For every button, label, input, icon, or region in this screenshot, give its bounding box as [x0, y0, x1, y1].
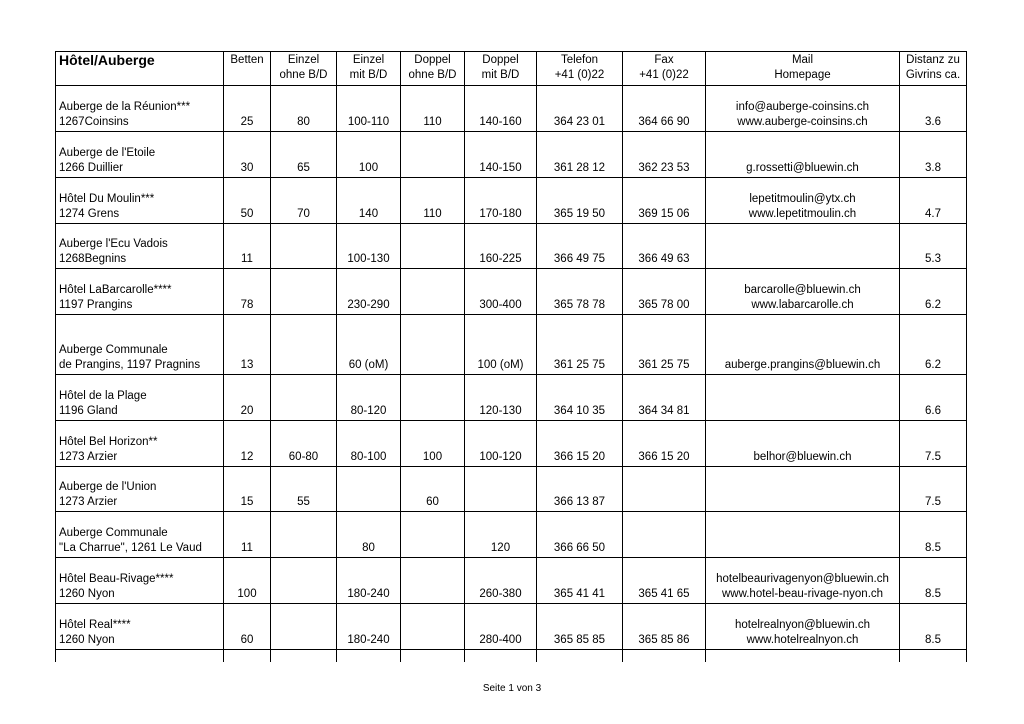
- homepage: g.rossetti@bluewin.ch: [746, 162, 859, 174]
- einzel-ohne-cell: 65: [271, 132, 337, 178]
- doppel-mit-cell: 120: [465, 512, 537, 558]
- einzel-mit-cell: 60 (oM): [337, 315, 401, 375]
- doppel-ohne-cell: [401, 512, 465, 558]
- telefon-cell: 361 25 75: [537, 315, 623, 375]
- hotel-address: 1267Coinsins: [59, 116, 129, 128]
- doppel-mit-cell: 100-120: [465, 421, 537, 467]
- betten-cell: 60: [224, 604, 271, 650]
- doppel-mit-cell: 140-150: [465, 132, 537, 178]
- hotel-address: 1197 Prangins: [59, 299, 133, 311]
- betten-cell: 30: [224, 132, 271, 178]
- telefon-cell: 366 13 87: [537, 467, 623, 512]
- table-row: [56, 224, 967, 269]
- einzel-ohne-cell: 60-80: [271, 421, 337, 467]
- telefon-cell: 366 15 20: [537, 421, 623, 467]
- doppel-ohne-cell: 110: [401, 178, 465, 224]
- mail-cell: [706, 558, 900, 604]
- page-footer: Seite 1 von 3: [482, 683, 542, 694]
- hotel-address: 1274 Grens: [59, 208, 120, 220]
- doppel-ohne-cell: 60: [401, 467, 465, 512]
- betten-cell: 11: [224, 512, 271, 558]
- telefon-cell: 361 28 12: [537, 132, 623, 178]
- betten-cell: 12: [224, 421, 271, 467]
- distanz-cell: 7.5: [900, 467, 967, 512]
- empty-cell: [401, 650, 465, 663]
- mail-cell: [706, 604, 900, 650]
- mail-address: lepetitmoulin@ytx.ch: [749, 193, 856, 205]
- hotel-name: Hôtel Beau-Rivage****: [59, 573, 174, 585]
- doppel-ohne-cell: [401, 604, 465, 650]
- empty-cell: [56, 650, 224, 663]
- mail-cell: [706, 375, 900, 421]
- fax-cell: 366 49 63: [623, 224, 706, 269]
- table-row: [56, 467, 967, 512]
- homepage: belhor@bluewin.ch: [753, 451, 852, 463]
- doppel-mit-cell: 170-180: [465, 178, 537, 224]
- mail-cell: [706, 178, 900, 224]
- homepage: auberge.prangins@bluewin.ch: [724, 359, 881, 371]
- einzel-mit-cell: [337, 467, 401, 512]
- empty-cell: [623, 650, 706, 663]
- einzel-ohne-cell: [271, 269, 337, 315]
- table-row: [56, 178, 967, 224]
- telefon-cell: 366 66 50: [537, 512, 623, 558]
- column-header-doppel-mit: Doppel mit B/D: [465, 52, 537, 86]
- distanz-cell: 8.5: [900, 604, 967, 650]
- telefon-cell: 365 19 50: [537, 178, 623, 224]
- column-header-doppel-ohne: Doppel ohne B/D: [401, 52, 465, 86]
- betten-cell: 20: [224, 375, 271, 421]
- table-row: [56, 604, 967, 650]
- betten-cell: 15: [224, 467, 271, 512]
- table-row: [56, 375, 967, 421]
- hotel-name: Hôtel LaBarcarolle****: [59, 284, 172, 296]
- doppel-ohne-cell: [401, 224, 465, 269]
- hotel-address: "La Charrue", 1261 Le Vaud: [59, 542, 202, 554]
- mail-address: info@auberge-coinsins.ch: [735, 101, 870, 113]
- distanz-cell: 8.5: [900, 558, 967, 604]
- einzel-ohne-cell: 70: [271, 178, 337, 224]
- column-header-fax: Fax +41 (0)22: [623, 52, 706, 86]
- hotel-address: 1266 Duillier: [59, 162, 123, 174]
- mail-cell: [706, 269, 900, 315]
- fax-cell: 365 85 86: [623, 604, 706, 650]
- einzel-ohne-cell: [271, 604, 337, 650]
- hotel-address: 1196 Gland: [59, 405, 118, 417]
- table-row: [56, 132, 967, 178]
- empty-cell: [900, 650, 967, 663]
- table-row: [56, 421, 967, 467]
- empty-cell: [537, 650, 623, 663]
- distanz-cell: 8.5: [900, 512, 967, 558]
- table-row: [56, 512, 967, 558]
- fax-cell: 369 15 06: [623, 178, 706, 224]
- hotel-name-cell: [56, 421, 224, 467]
- hotel-name-cell: [56, 132, 224, 178]
- einzel-mit-cell: 100-130: [337, 224, 401, 269]
- telefon-cell: 365 85 85: [537, 604, 623, 650]
- hotel-address: de Prangins, 1197 Pragnins: [59, 359, 201, 371]
- einzel-mit-cell: 180-240: [337, 604, 401, 650]
- hotel-name-cell: [56, 467, 224, 512]
- einzel-mit-cell: 100: [337, 132, 401, 178]
- distanz-cell: 4.7: [900, 178, 967, 224]
- homepage: www.hotelrealnyon.ch: [746, 634, 859, 646]
- empty-cell: [465, 650, 537, 663]
- betten-cell: 50: [224, 178, 271, 224]
- mail-cell: [706, 224, 900, 269]
- column-header-einzel-mit: Einzel mit B/D: [337, 52, 401, 86]
- einzel-mit-cell: 180-240: [337, 558, 401, 604]
- hotel-name-cell: [56, 178, 224, 224]
- hotel-name-cell: [56, 315, 224, 375]
- doppel-ohne-cell: 100: [401, 421, 465, 467]
- doppel-mit-cell: 140-160: [465, 86, 537, 132]
- hotel-address: 1273 Arzier: [59, 496, 118, 508]
- distanz-cell: 6.6: [900, 375, 967, 421]
- einzel-mit-cell: 80-100: [337, 421, 401, 467]
- table-header-row: [56, 52, 967, 86]
- distanz-cell: 5.3: [900, 224, 967, 269]
- doppel-ohne-cell: [401, 315, 465, 375]
- telefon-cell: 364 23 01: [537, 86, 623, 132]
- hotel-name: Auberge de l'Union: [59, 481, 157, 493]
- telefon-cell: 365 41 41: [537, 558, 623, 604]
- hotel-address: 1273 Arzier: [59, 451, 118, 463]
- distanz-cell: 3.6: [900, 86, 967, 132]
- column-header-hotel: Hôtel/Auberge: [56, 52, 224, 86]
- mail-cell: [706, 512, 900, 558]
- einzel-mit-cell: 140: [337, 178, 401, 224]
- table-row: [56, 269, 967, 315]
- empty-cell: [706, 650, 900, 663]
- hotel-name-cell: [56, 224, 224, 269]
- homepage: www.lepetitmoulin.ch: [748, 208, 857, 220]
- hotel-name: Hôtel de la Plage: [59, 390, 147, 402]
- hotel-address: 1260 Nyon: [59, 588, 115, 600]
- hotel-name-cell: [56, 269, 224, 315]
- doppel-ohne-cell: 110: [401, 86, 465, 132]
- column-header-telefon: Telefon +41 (0)22: [537, 52, 623, 86]
- distanz-cell: 6.2: [900, 269, 967, 315]
- fax-cell: 365 41 65: [623, 558, 706, 604]
- hotel-name: Hôtel Bel Horizon**: [59, 436, 158, 448]
- table-row: [56, 315, 967, 375]
- betten-cell: 11: [224, 224, 271, 269]
- distanz-cell: 7.5: [900, 421, 967, 467]
- einzel-mit-cell: 100-110: [337, 86, 401, 132]
- einzel-ohne-cell: [271, 315, 337, 375]
- hotel-name-cell: [56, 86, 224, 132]
- empty-cell: [271, 650, 337, 663]
- hotel-table: [55, 51, 967, 662]
- einzel-mit-cell: 230-290: [337, 269, 401, 315]
- fax-cell: 366 15 20: [623, 421, 706, 467]
- hotel-name-cell: [56, 512, 224, 558]
- fax-cell: 364 34 81: [623, 375, 706, 421]
- betten-cell: 100: [224, 558, 271, 604]
- einzel-ohne-cell: [271, 512, 337, 558]
- doppel-mit-cell: 280-400: [465, 604, 537, 650]
- column-header-betten: Betten: [224, 52, 271, 86]
- einzel-ohne-cell: [271, 558, 337, 604]
- column-header-mail: Mail Homepage: [706, 52, 900, 86]
- hotel-name-cell: [56, 558, 224, 604]
- distanz-cell: 3.8: [900, 132, 967, 178]
- mail-cell: [706, 86, 900, 132]
- hotel-name-cell: [56, 604, 224, 650]
- doppel-mit-cell: 260-380: [465, 558, 537, 604]
- fax-cell: 362 23 53: [623, 132, 706, 178]
- column-header-einzel-ohne: Einzel ohne B/D: [271, 52, 337, 86]
- telefon-cell: 365 78 78: [537, 269, 623, 315]
- mail-address: barcarolle@bluewin.ch: [744, 284, 861, 296]
- betten-cell: 78: [224, 269, 271, 315]
- empty-cell: [337, 650, 401, 663]
- hotel-name: Auberge de la Réunion***: [59, 101, 191, 113]
- einzel-ohne-cell: 55: [271, 467, 337, 512]
- telefon-cell: 366 49 75: [537, 224, 623, 269]
- mail-cell: [706, 132, 900, 178]
- fax-cell: 364 66 90: [623, 86, 706, 132]
- doppel-ohne-cell: [401, 269, 465, 315]
- mail-address: hotelrealnyon@bluewin.ch: [734, 619, 871, 631]
- einzel-ohne-cell: [271, 224, 337, 269]
- betten-cell: 13: [224, 315, 271, 375]
- telefon-cell: 364 10 35: [537, 375, 623, 421]
- doppel-mit-cell: [465, 467, 537, 512]
- hotel-name: Hôtel Du Moulin***: [59, 193, 155, 205]
- homepage: www.labarcarolle.ch: [751, 299, 854, 311]
- doppel-mit-cell: 300-400: [465, 269, 537, 315]
- table-row: [56, 558, 967, 604]
- hotel-name: Auberge l'Ecu Vadois: [59, 238, 168, 250]
- table-row-continuation: [56, 650, 967, 663]
- column-header-distanz: Distanz zu Givrins ca.: [900, 52, 967, 86]
- doppel-mit-cell: 120-130: [465, 375, 537, 421]
- fax-cell: 361 25 75: [623, 315, 706, 375]
- betten-cell: 25: [224, 86, 271, 132]
- hotel-name: Auberge Communale: [59, 527, 168, 539]
- hotel-address: 1260 Nyon: [59, 634, 115, 646]
- fax-cell: [623, 467, 706, 512]
- doppel-ohne-cell: [401, 558, 465, 604]
- mail-address: hotelbeaurivagenyon@bluewin.ch: [716, 573, 889, 585]
- distanz-cell: 6.2: [900, 315, 967, 375]
- hotel-name-cell: [56, 375, 224, 421]
- doppel-ohne-cell: [401, 375, 465, 421]
- hotel-name: Auberge Communale: [59, 344, 168, 356]
- homepage: www.auberge-coinsins.ch: [737, 116, 868, 128]
- fax-cell: [623, 512, 706, 558]
- doppel-ohne-cell: [401, 132, 465, 178]
- mail-cell: [706, 315, 900, 375]
- empty-cell: [224, 650, 271, 663]
- einzel-ohne-cell: 80: [271, 86, 337, 132]
- mail-cell: [706, 421, 900, 467]
- mail-cell: [706, 467, 900, 512]
- einzel-ohne-cell: [271, 375, 337, 421]
- hotel-address: 1268Begnins: [59, 253, 127, 265]
- homepage: www.hotel-beau-rivage-nyon.ch: [721, 588, 884, 600]
- einzel-mit-cell: 80: [337, 512, 401, 558]
- fax-cell: 365 78 00: [623, 269, 706, 315]
- table-row: [56, 86, 967, 132]
- doppel-mit-cell: 160-225: [465, 224, 537, 269]
- doppel-mit-cell: 100 (oM): [465, 315, 537, 375]
- hotel-name: Hôtel Real****: [59, 619, 131, 631]
- einzel-mit-cell: 80-120: [337, 375, 401, 421]
- hotel-name: Auberge de l'Etoile: [59, 147, 156, 159]
